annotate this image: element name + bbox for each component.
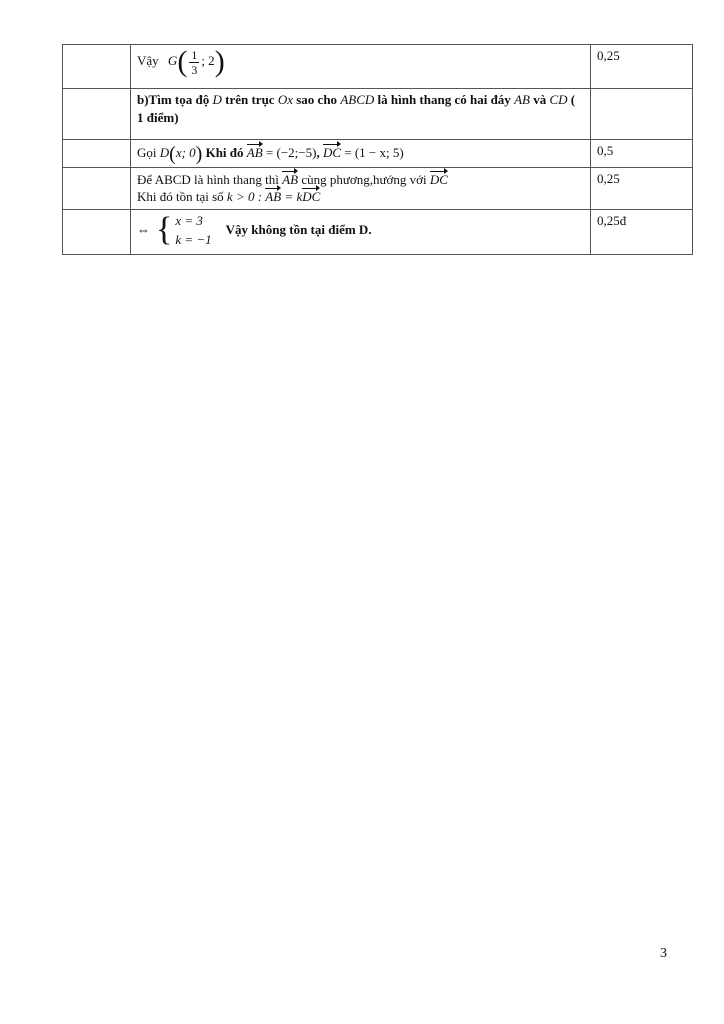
table-row [63,140,693,168]
math-coords: x; 0 [175,145,196,160]
score-cell: 0,5 [591,140,693,168]
vector-ab: AB [246,145,263,160]
fraction-denominator: 3 [191,62,198,77]
table-cell-content [131,140,591,168]
table-cell-content [131,210,591,255]
page-number: 3 [660,946,667,961]
math-var: D [159,145,170,160]
text: ( 1 điểm) [137,92,576,125]
table-cell-empty [63,210,131,255]
equation-system [137,211,372,249]
score-cell: 0,25 [591,45,693,89]
vector-ab: AB [282,172,299,188]
text: Khi đó tồn tại số [137,189,224,205]
math-value: = (−2;−5) [265,145,317,160]
table-cell-empty [63,89,131,140]
text: và [533,92,547,107]
system-lines [175,211,211,249]
brace-icon: { [156,211,173,249]
math-var: Ox [277,92,293,107]
table-row [63,168,693,210]
text: Gọi [137,145,157,160]
text: sao cho [296,92,338,107]
system-eq-1: x = 3 [175,213,203,229]
text: b)Tìm tọa độ [137,92,210,107]
paren-close: ) [214,45,225,78]
text: Khi đó [205,145,244,160]
table-row [63,45,693,89]
answer-table [62,44,693,255]
math-tail: ; 2 [201,52,215,68]
text-line [137,171,584,188]
math-var: AB [514,92,530,107]
table-cell-empty [63,168,131,210]
score-cell [591,89,693,140]
vector-dc: DC [302,189,321,205]
fraction [189,48,199,77]
system-eq-2: k = −1 [175,232,212,248]
vector-ab: AB [265,189,282,205]
table-row [63,89,693,140]
paren-open: ( [169,143,176,166]
vector-dc: DC [429,172,448,188]
math-var: D [212,92,222,107]
text-line [137,188,584,205]
separator: , [316,145,320,160]
math-value: = (1 − x; 5) [344,145,404,160]
table-cell-content [131,45,591,89]
text: Để ABCD là hình thang thì [137,172,279,188]
equiv-symbol: ⇔ [137,222,150,238]
table-cell-empty [63,45,131,89]
text: là hình thang có hai đáy [377,92,511,107]
score-cell: 0,25 [591,168,693,210]
math-var: ABCD [340,92,375,107]
score-cell: 0,25đ [591,210,693,255]
conclusion: Vậy không tồn tại điểm D. [225,222,372,238]
table-cell-empty [63,140,131,168]
vector-dc: DC [322,145,341,160]
math-var: CD [549,92,568,107]
paren-open: ( [177,45,188,78]
table-cell-content [131,89,591,140]
math-var: G [167,52,178,68]
table-cell-content [131,168,591,210]
paren-close: ) [195,143,203,166]
math-condition: k > 0 : [226,189,263,205]
text: trên trục [225,92,275,107]
text: cùng phương,hướng với [301,172,427,188]
table-row [63,210,693,255]
text: Vậy [137,52,159,68]
fraction-numerator: 1 [191,47,198,62]
math-eq: = k [284,189,303,205]
